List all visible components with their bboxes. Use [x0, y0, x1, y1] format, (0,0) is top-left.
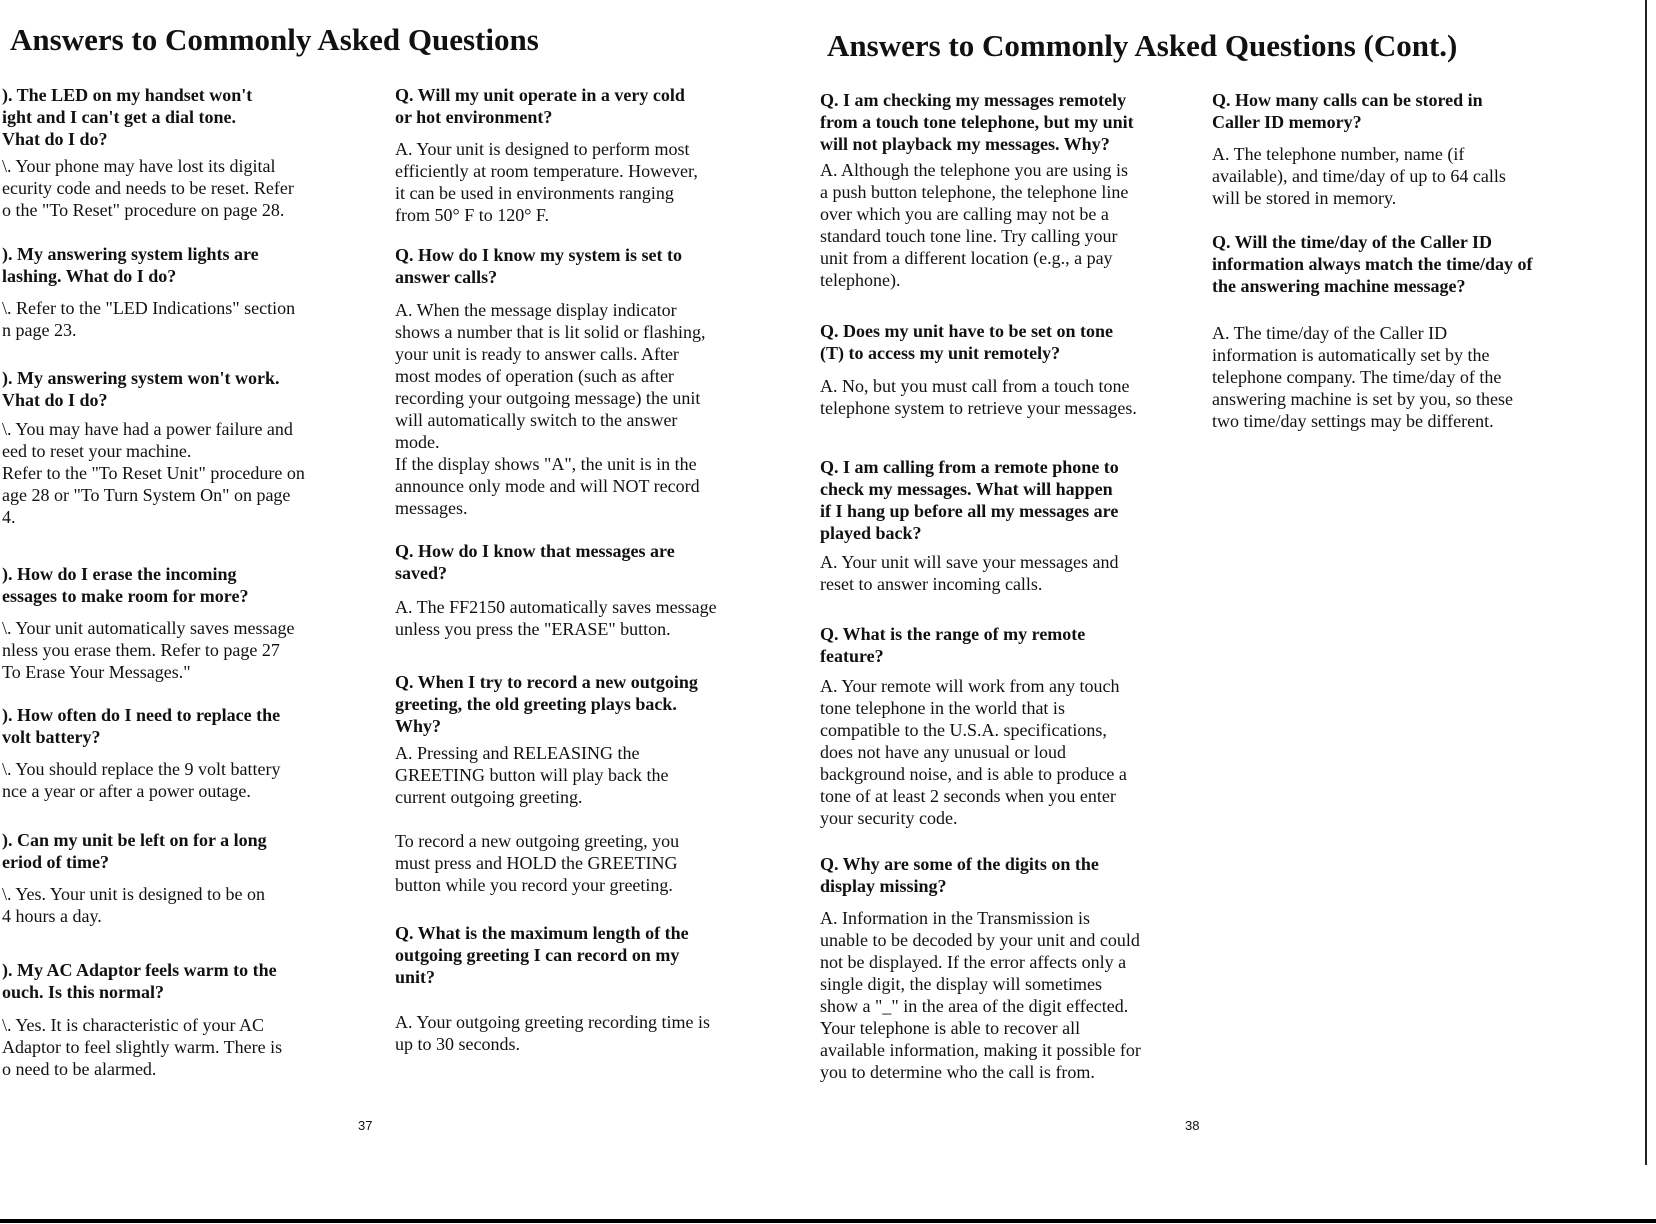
answer: A. Your unit is designed to perform most efficiently at room temperature. However, it can be used in environments ranging from 50° F to 120° F. — [395, 139, 698, 225]
question: ). The LED on my handset won't ight and I can't get a dial tone. Vhat do I do? — [2, 85, 253, 149]
question: Q. I am calling from a remote phone to check my messages. What will happen if I hang up before all my messages are played back? — [820, 457, 1119, 543]
question: ). My AC Adaptor feels warm to the ouch. Is this normal? — [2, 960, 277, 1002]
question: Q. When I try to record a new outgoing greeting, the old greeting plays back. Why? — [395, 672, 698, 736]
page-number-right: 38 — [1185, 1118, 1200, 1133]
right-page-title: Answers to Commonly Asked Questions (Cont.) — [827, 28, 1458, 63]
page-number-left: 37 — [358, 1118, 373, 1133]
answer: A. Your remote will work from any touch tone telephone in the world that is compatible to the U.S.A. specifications, does not have any unusual or loud background noise, and is able to produce a tone of at least 2 seconds when you enter your security code. — [820, 676, 1127, 828]
question: Q. Will my unit operate in a very cold or hot environment? — [395, 85, 685, 127]
answer: A. Your outgoing greeting recording time is up to 30 seconds. — [395, 1012, 710, 1054]
question: ). My answering system lights are lashing. What do I do? — [2, 244, 259, 286]
bottom-scan-edge — [0, 1219, 1656, 1223]
question: Q. How do I know that messages are saved? — [395, 541, 675, 583]
answer: A. No, but you must call from a touch tone telephone system to retrieve your messages. — [820, 376, 1137, 418]
answer: A. When the message display indicator shows a number that is lit solid or flashing, your unit is ready to answer calls. After most modes of operation (such as after recording your outgoing message) the unit will automatically switch to the answer mode. If the display shows "A", the unit is in the announce only mode and will NOT record messages. — [395, 300, 706, 518]
question: Q. I am checking my messages remotely from a touch tone telephone, but my unit will not playback my messages. Why? — [820, 90, 1134, 154]
question: ). How often do I need to replace the volt battery? — [2, 705, 281, 747]
answer: A. The telephone number, name (if available), and time/day of up to 64 calls will be stored in memory. — [1212, 144, 1506, 208]
question: Q. Will the time/day of the Caller ID information always match the time/day of the answering machine message? — [1212, 232, 1533, 296]
question: ). How do I erase the incoming essages to make room for more? — [2, 564, 249, 606]
answer: A. Information in the Transmission is unable to be decoded by your unit and could not be displayed. If the error affects only a single digit, the display will sometimes show a "_" in the area of the digit effected. Your telephone is able to recover all available information, making it possible for you to determine who the call is from. — [820, 908, 1141, 1082]
answer-continued: To record a new outgoing greeting, you must press and HOLD the GREETING button while you record your greeting. — [395, 831, 680, 895]
answer: \. You should replace the 9 volt battery nce a year or after a power outage. — [2, 759, 281, 801]
question: Q. Does my unit have to be set on tone (T) to access my unit remotely? — [820, 321, 1113, 363]
question: Q. Why are some of the digits on the display missing? — [820, 854, 1099, 896]
answer: A. The time/day of the Caller ID information is automatically set by the telephone company. The time/day of the answering machine is set by you, so these two time/day settings may be different. — [1212, 323, 1513, 431]
question: Q. What is the range of my remote feature? — [820, 624, 1086, 666]
question: Q. How many calls can be stored in Caller ID memory? — [1212, 90, 1483, 132]
left-page-title: Answers to Commonly Asked Questions — [10, 22, 539, 57]
question: ). My answering system won't work. Vhat do I do? — [2, 368, 280, 410]
answer: A. Your unit will save your messages and reset to answer incoming calls. — [820, 552, 1119, 594]
answer: \. Yes. It is characteristic of your AC Adaptor to feel slightly warm. There is o need to be alarmed. — [2, 1015, 283, 1079]
answer: A. Although the telephone you are using is a push button telephone, the telephone line over which you are calling may not be a standard touch tone line. Try calling your unit from a different location (e.g., a pay telephone). — [820, 160, 1129, 290]
answer: \. You may have had a power failure and eed to reset your machine. Refer to the "To Reset Unit" procedure on age 28 or "To Turn System On" on page 4. — [2, 419, 305, 527]
answer: A. The FF2150 automatically saves message unless you press the "ERASE" button. — [395, 597, 717, 639]
answer: A. Pressing and RELEASING the GREETING button will play back the current outgoing greeting. — [395, 743, 669, 807]
question: ). Can my unit be left on for a long eriod of time? — [2, 830, 267, 872]
answer: \. Your unit automatically saves message nless you erase them. Refer to page 27 To Erase Your Messages." — [2, 618, 295, 682]
answer: \. Your phone may have lost its digital ecurity code and needs to be reset. Refer o the "To Reset" procedure on page 28. — [2, 156, 294, 220]
right-scan-edge — [1645, 0, 1647, 1165]
question: Q. How do I know my system is set to answer calls? — [395, 245, 683, 287]
question: Q. What is the maximum length of the outgoing greeting I can record on my unit? — [395, 923, 689, 987]
answer: \. Refer to the "LED Indications" section n page 23. — [2, 298, 296, 340]
answer: \. Yes. Your unit is designed to be on 4 hours a day. — [2, 884, 266, 926]
